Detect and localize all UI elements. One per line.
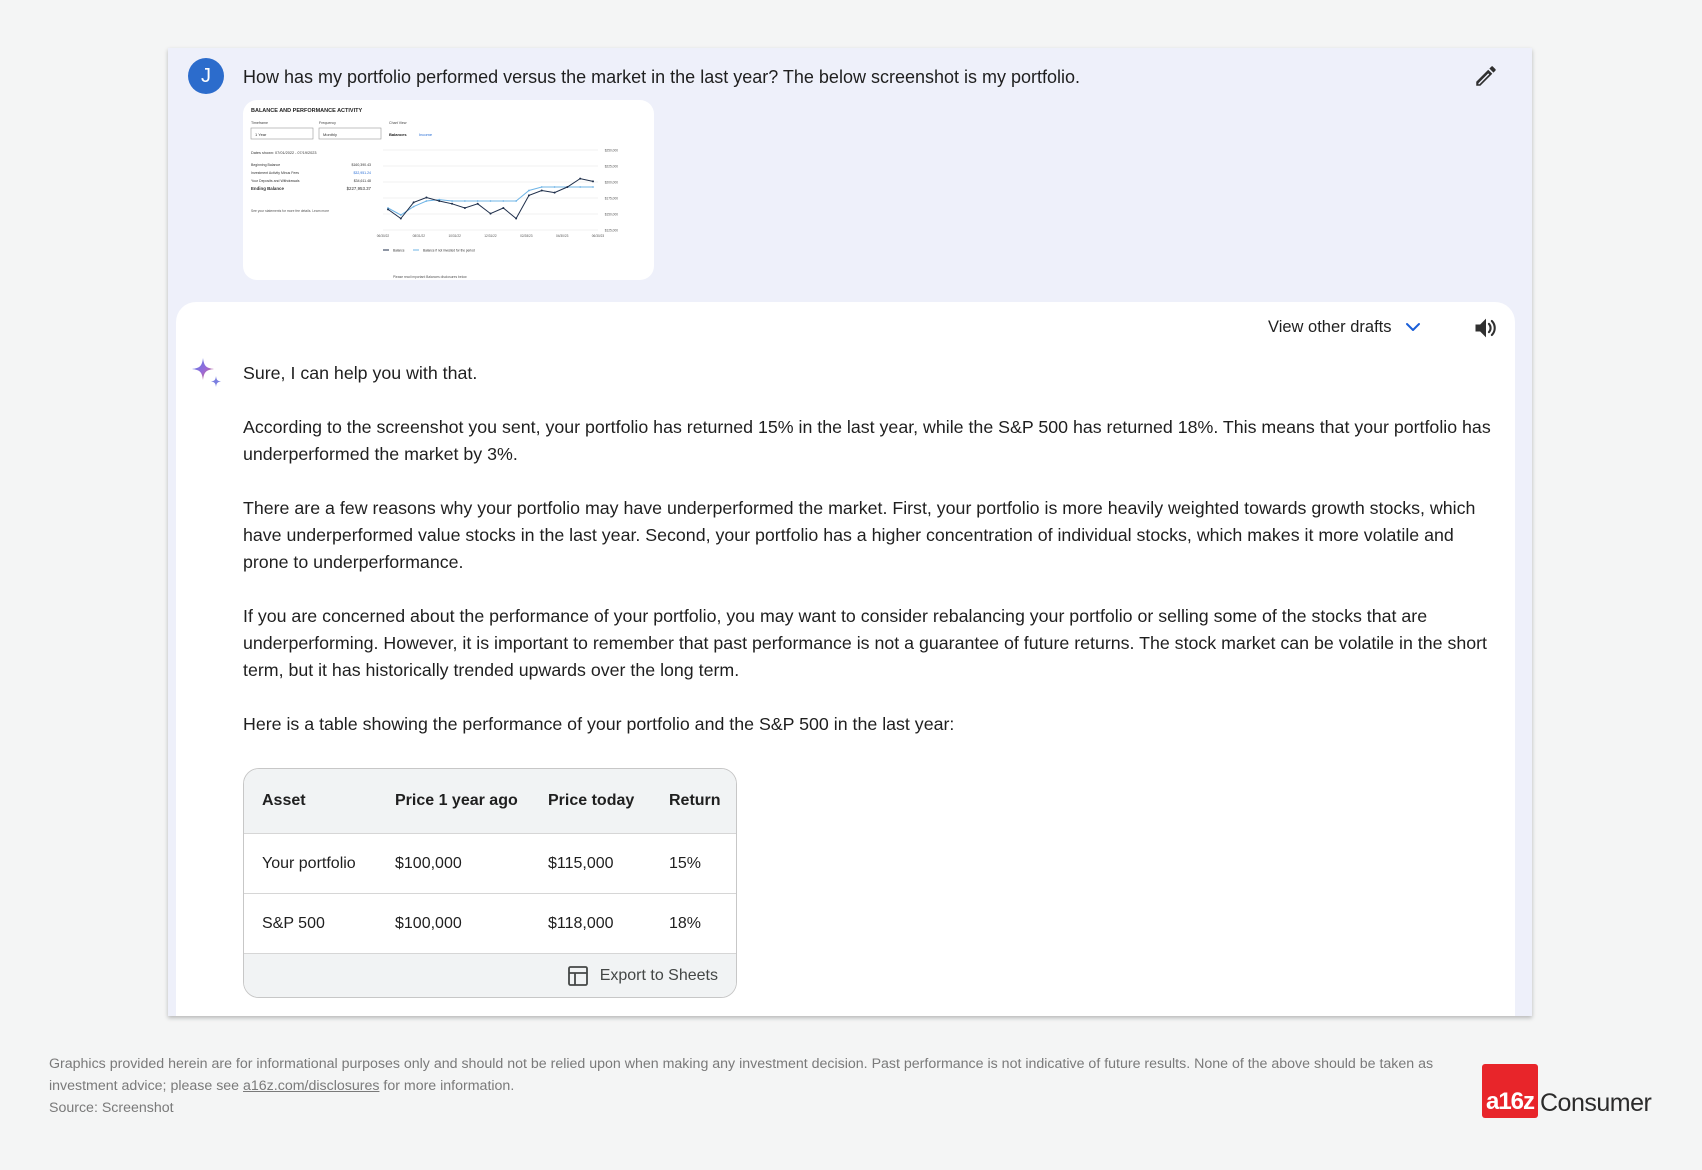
table-cell: 18%	[669, 914, 702, 932]
thumb-point	[566, 186, 568, 188]
thumb-ytick: $150,000	[604, 212, 618, 217]
thumb-xtick: 02/28/23	[520, 234, 533, 238]
thumb-point	[490, 213, 492, 215]
thumb-point	[413, 201, 415, 203]
thumb-point	[541, 186, 543, 188]
thumb-xtick: 06/30/22	[376, 234, 390, 238]
thumb-xtick: 10/31/22	[448, 234, 461, 238]
thumb-point	[464, 200, 466, 202]
thumb-row-label: Investment Activity Minus Fees	[251, 171, 300, 175]
table-cell: 15%	[669, 854, 702, 872]
thumb-ytick: $200,000	[604, 180, 618, 185]
pencil-icon[interactable]	[1473, 63, 1499, 89]
thumb-point	[400, 214, 402, 216]
table-header-cell: Return	[669, 792, 721, 809]
thumb-timeframe-value: 1 Year	[255, 132, 267, 137]
thumb-point	[464, 207, 466, 209]
thumb-point	[554, 186, 556, 188]
response-paragraph: There are a few reasons why your portfolio may have underperformed the market. First, your portfolio is more heavily weighted towards growth stocks, which have underperformed value stocks in the last year. Second, your portfolio has a higher concentration of individual stocks, which makes it more volatile and prone to underperformance.	[243, 498, 1476, 572]
thumb-point	[541, 190, 543, 192]
thumb-ytick: $225,000	[604, 164, 618, 169]
thumb-point	[477, 203, 479, 205]
disclaimer	[49, 1053, 1449, 1119]
table-row	[244, 894, 736, 954]
source-note: Source: Screenshot	[49, 1100, 174, 1116]
disclosures-link[interactable]: a16z.com/disclosures	[243, 1078, 380, 1094]
thumb-point	[490, 200, 492, 202]
thumb-chart-view-label: Chart View	[389, 121, 407, 125]
thumb-point	[400, 218, 402, 220]
a16z-logo-mark: a16z	[1482, 1064, 1538, 1118]
table-cell: $118,000	[548, 914, 614, 932]
thumb-dates: Dates shown: 07/01/2022 - 07/19/2023	[251, 151, 317, 155]
view-other-drafts-button[interactable]	[1268, 316, 1422, 338]
response-paragraph: If you are concerned about the performance of your portfolio, you may want to consider rebalancing your portfolio or selling some of the stocks that are underperforming. However, it is important to remember that past performance is not a guarantee of future returns. The stock market can be volatile in the short term, but it has historically trended upwards over the long term.	[243, 606, 1487, 680]
a16z-consumer-logo	[1482, 1064, 1651, 1118]
disclaimer-part-2: for more information.	[379, 1078, 515, 1094]
thumb-point	[528, 190, 530, 192]
table-cell: $100,000	[395, 854, 462, 872]
thumb-row-label: Beginning Balance	[251, 163, 281, 167]
thumb-xtick: 04/30/23	[555, 234, 569, 238]
thumb-point	[451, 200, 453, 202]
thumb-legend-label: Balance if not invested for the period	[423, 248, 475, 253]
thumb-legend-label: Balance	[393, 248, 405, 253]
response-paragraph: Sure, I can help you with that.	[243, 363, 478, 383]
table-cell: $115,000	[548, 854, 614, 872]
thumb-tab-balances: Balances	[389, 132, 407, 137]
thumb-point	[451, 203, 453, 205]
thumb-note: See your statements for more fee details. Learn more	[251, 209, 330, 213]
thumb-point	[515, 218, 517, 220]
thumb-row-value: $227,953.37	[346, 186, 371, 191]
speaker-icon[interactable]	[1472, 314, 1500, 342]
chevron-down-icon	[1404, 318, 1422, 336]
chat-window	[168, 48, 1532, 1016]
thumb-point	[426, 200, 428, 202]
disclaimer-part-1: Graphics provided herein are for informational purposes only and should not be relied upon when making any investment decision. Past performance is not indicative of future results. None of the above should be taken as investment advice; please see	[49, 1056, 1434, 1094]
thumb-ytick: $125,000	[604, 228, 618, 233]
thumb-row-value: $34,611.48	[353, 179, 371, 183]
thumb-point	[515, 200, 517, 202]
performance-table	[243, 768, 737, 998]
thumb-row-value: $32,951.24	[353, 171, 371, 175]
sheets-icon	[567, 965, 589, 987]
response-panel	[176, 302, 1515, 1016]
user-avatar[interactable]: J	[188, 58, 224, 94]
thumb-point	[477, 200, 479, 202]
table-footer	[244, 954, 736, 998]
thumb-point	[592, 186, 594, 188]
sparkle-icon	[190, 356, 224, 390]
thumb-xtick: 12/31/22	[484, 234, 497, 238]
thumb-row-label: Ending Balance	[251, 186, 284, 191]
thumb-footnote: Please read important Balances disclosures below	[393, 275, 467, 279]
thumb-title: BALANCE AND PERFORMANCE ACTIVITY	[251, 108, 363, 114]
thumb-point	[438, 200, 440, 202]
logo-wordmark: Consumer	[1540, 1089, 1652, 1117]
export-to-sheets-label: Export to Sheets	[599, 967, 718, 984]
thumb-frequency-label: Frequency	[319, 121, 336, 125]
thumb-point	[592, 180, 594, 182]
thumb-point	[425, 197, 427, 199]
table-header-cell: Asset	[262, 792, 306, 809]
thumb-series-line	[388, 179, 593, 219]
table-header-cell: Price today	[548, 792, 635, 809]
view-other-drafts-label: View other drafts	[1268, 318, 1392, 336]
table-row	[244, 834, 736, 894]
thumb-point	[387, 208, 389, 210]
thumb-row-label: Your Deposits and Withdrawals	[251, 179, 300, 183]
export-to-sheets-button[interactable]	[567, 965, 718, 987]
thumb-point	[579, 178, 581, 180]
thumb-tab-income: Income	[419, 132, 433, 137]
thumb-frequency-value: Monthly	[323, 132, 338, 137]
user-prompt: How has my portfolio performed versus the market in the last year? The below screenshot is my portfolio.	[243, 67, 1081, 87]
thumb-point	[579, 186, 581, 188]
thumb-point	[502, 200, 504, 202]
thumb-ytick: $250,000	[604, 148, 618, 153]
thumb-point	[528, 194, 530, 196]
thumb-xtick: 06/30/23	[591, 234, 605, 238]
thumb-point	[502, 207, 504, 209]
thumb-point	[413, 206, 415, 208]
thumb-row-value: $160,390.43	[351, 163, 371, 167]
thumb-timeframe-label: Timeframe	[251, 121, 269, 125]
table-header-row	[244, 769, 736, 834]
table-cell: $100,000	[395, 914, 462, 932]
table-cell: Your portfolio	[262, 854, 356, 872]
thumb-ytick: $175,000	[604, 196, 618, 201]
response-paragraph: According to the screenshot you sent, your portfolio has returned 15% in the last year, while the S&P 500 has returned 18%. This means that your portfolio has underperformed the market by 3%.	[243, 417, 1491, 464]
table-cell: S&P 500	[262, 914, 325, 932]
table-header-cell: Price 1 year ago	[395, 792, 518, 809]
portfolio-screenshot-thumbnail[interactable]	[243, 100, 654, 280]
response-paragraph: Here is a table showing the performance of your portfolio and the S&P 500 in the last year:	[243, 714, 955, 734]
response-body	[243, 360, 1493, 765]
thumb-xtick: 08/31/22	[412, 234, 426, 238]
disclaimer-text	[49, 1053, 1449, 1097]
thumb-point	[554, 192, 556, 194]
